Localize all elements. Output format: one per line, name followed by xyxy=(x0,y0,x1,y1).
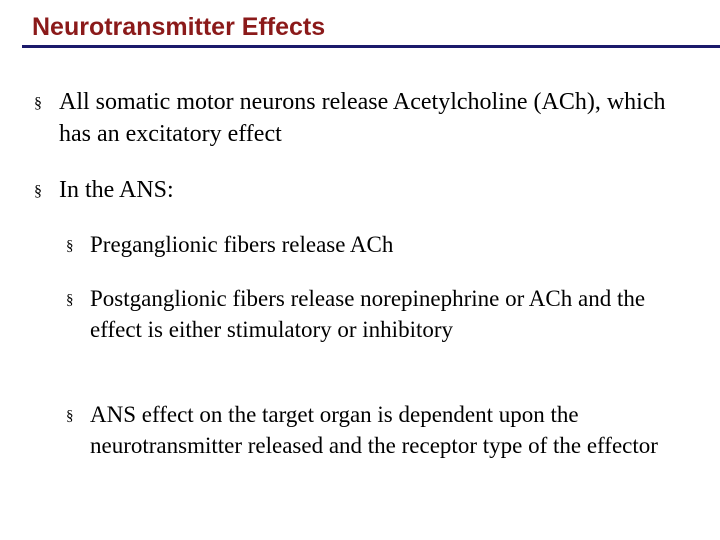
bullet-marker-icon: § xyxy=(34,95,42,112)
bullet-marker-icon: § xyxy=(34,183,42,200)
bullet-somatic-motor xyxy=(34,86,694,150)
sub-bullet-text: Postganglionic fibers release norepinephrine or ACh and the effect is either stimulatory or inhibitory xyxy=(90,286,646,342)
bullet-in-the-ans xyxy=(34,174,694,206)
title-underline xyxy=(22,45,720,48)
sub-bullet-text: ANS effect on the target organ is dependent upon the neurotransmitter released and the receptor type of the effector xyxy=(90,402,658,458)
slide-title: Neurotransmitter Effects xyxy=(32,13,326,41)
sub-bullet-marker-icon: § xyxy=(66,292,74,308)
sub-bullet-text: Preganglionic fibers release ACh xyxy=(90,232,394,257)
sub-bullet-marker-icon: § xyxy=(66,238,74,254)
sub-bullet-preganglionic xyxy=(66,229,686,260)
bullet-text: All somatic motor neurons release Acetylcholine (ACh), which has an excitatory effect xyxy=(59,89,666,147)
sub-bullet-marker-icon: § xyxy=(66,408,74,424)
bullet-text: In the ANS: xyxy=(59,177,174,203)
sub-bullet-postganglionic xyxy=(66,283,686,345)
sub-bullet-ans-effect xyxy=(66,399,686,461)
